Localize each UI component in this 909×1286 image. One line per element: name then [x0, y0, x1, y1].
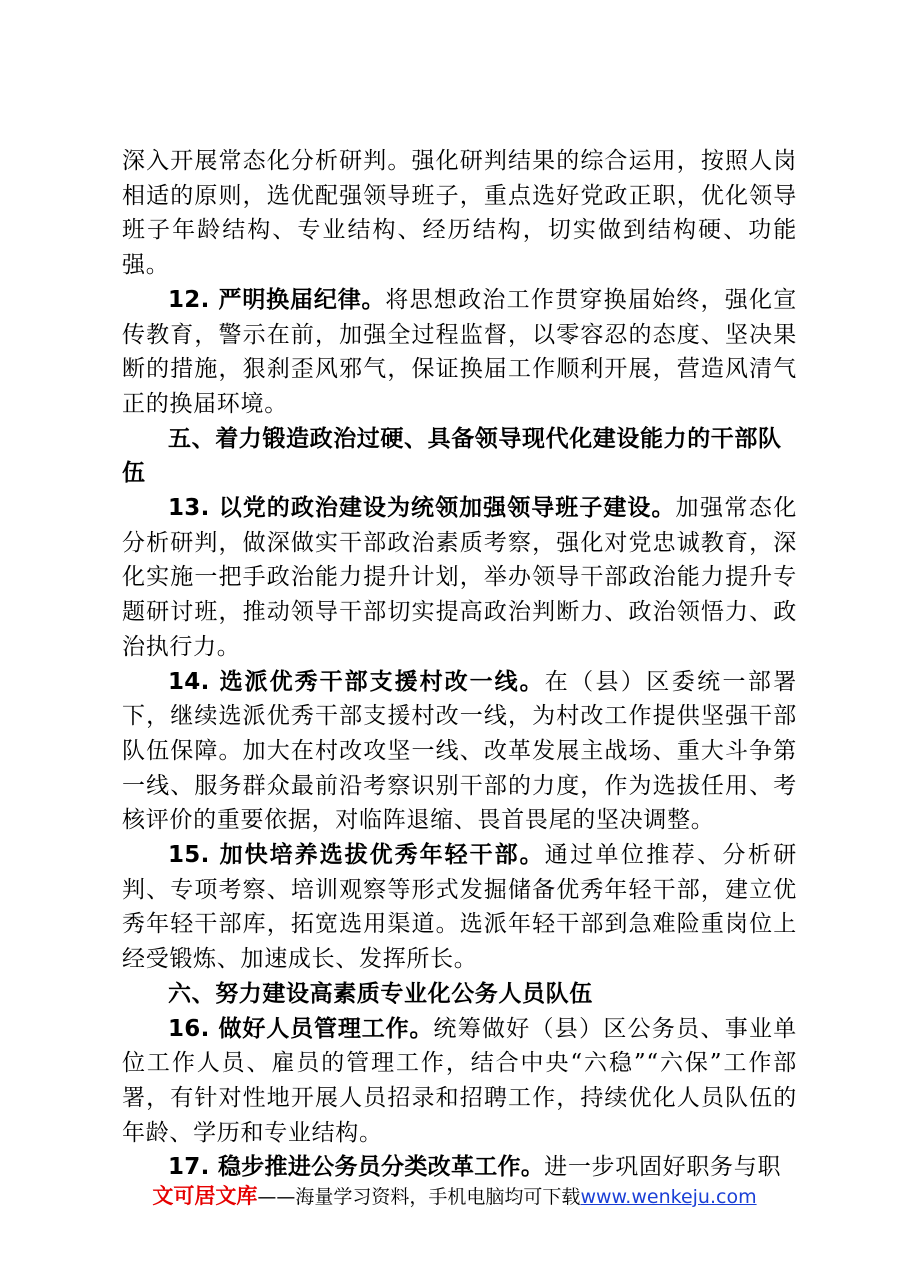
paragraph-17: [122, 1150, 797, 1185]
paragraph-lead: 16. 做好人员管理工作。: [168, 1015, 434, 1042]
footer-brand: 文可居文库: [152, 1184, 258, 1208]
paragraph-13: [122, 491, 797, 665]
paragraph-15: [122, 838, 797, 977]
paragraph-body: 在（县）区委统一部署下，继续选派优秀干部支援村改一线，为村改工作提供坚强干部队伍保障。加大在村改攻坚一线、改革发展主战场、重大斗争第一线、服务群众最前沿考察识别干部的力度，作为选拔任用、考核评价的重要依据，对临阵退缩、畏首畏尾的坚决调整。: [122, 668, 798, 834]
section-heading-6: 六、努力建设高素质专业化公务人员队伍: [168, 980, 593, 1007]
paragraph-body: 进一步巩固好职务与职: [544, 1154, 782, 1181]
paragraph-body: 将思想政治工作贯穿换届始终，强化宣传教育，警示在前，加强全过程监督，以零容忍的态度、坚决果断的措施，狠刹歪风邪气，保证换届工作顺利开展，营造风清气正的换届环境。: [122, 286, 797, 417]
paragraph-14: [122, 665, 797, 839]
paragraph-lead: 17. 稳步推进公务员分类改革工作。: [168, 1154, 545, 1181]
paragraph-lead: 13. 以党的政治建设为统领加强领导班子建设。: [168, 495, 676, 522]
paragraph-text: 深入开展常态化分析研判。强化研判结果的综合运用，按照人岗相适的原则，选优配强领导班子，重点选好党政正职，优化领导班子年龄结构、专业结构、经历结构，切实做到结构硬、功能强。: [122, 148, 797, 279]
footer-tagline: ——海量学习资料，手机电脑均可下载: [257, 1186, 581, 1208]
paragraph-body: 加强常态化分析研判，做深做实干部政治素质考察，强化对党忠诚教育，深化实施一把手政治能力提升计划，举办领导干部政治能力提升专题研讨班，推动领导干部切实提高政治判断力、政治领悟力、政治执行力。: [122, 495, 798, 660]
paragraph-16: [122, 1012, 797, 1151]
document-body: [122, 144, 797, 1185]
paragraph-lead: 14. 选派优秀干部支援村改一线。: [168, 668, 545, 695]
page-footer: [0, 1183, 909, 1210]
paragraph-body: 统筹做好（县）区公务员、事业单位工作人员、雇员的管理工作，结合中央“六稳”“六保”工作部署，有针对性地开展人员招录和招聘工作，持续优化人员队伍的年龄、学历和专业结构。: [122, 1015, 797, 1146]
paragraph-12: [122, 283, 797, 422]
paragraph-body: 通过单位推荐、分析研判、专项考察、培训观察等形式发掘储备优秀年轻干部，建立优秀年轻干部库，拓宽选用渠道。选派年轻干部到急难险重岗位上经受锻炼、加速成长、发挥所长。: [122, 842, 798, 973]
paragraph-lead: 12. 严明换届纪律。: [168, 286, 386, 313]
paragraph-continuation: [122, 144, 797, 283]
section-heading-5: 五、着力锻造政治过硬、具备领导现代化建设能力的干部队伍: [122, 425, 782, 487]
footer-link[interactable]: www.wenkeju.com: [580, 1186, 757, 1208]
paragraph-lead: 15. 加快培养选拔优秀年轻干部。: [168, 842, 545, 869]
